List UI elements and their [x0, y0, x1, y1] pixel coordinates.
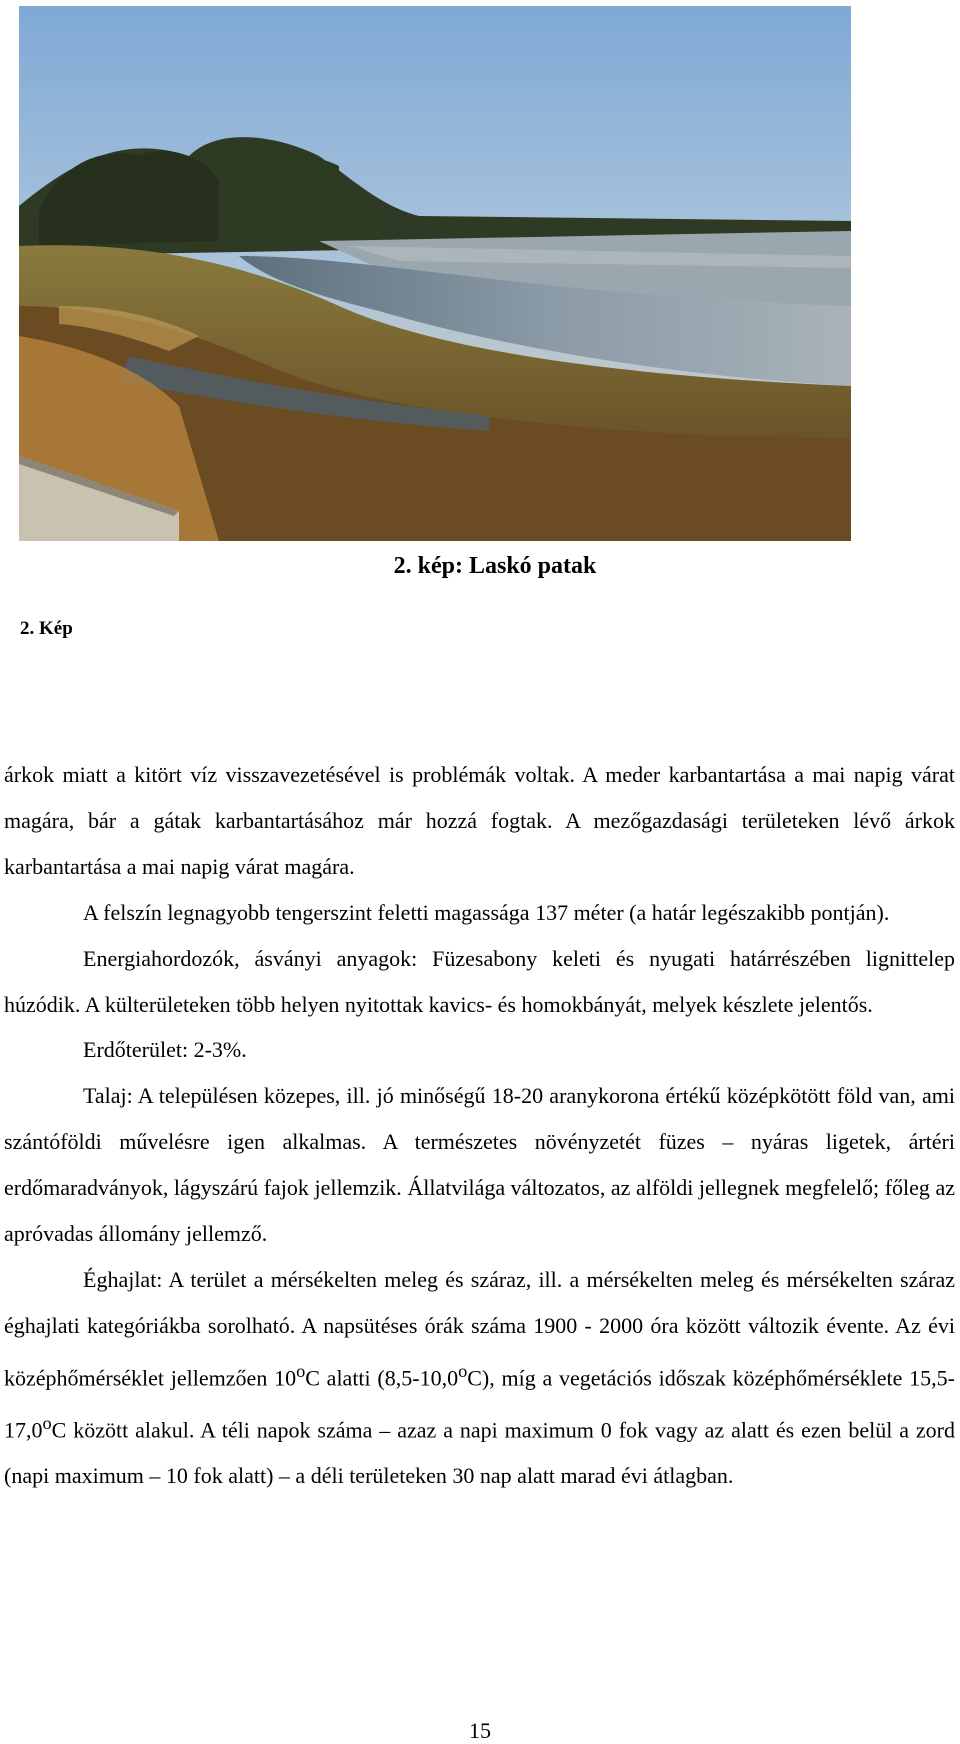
- paragraph: Talaj: A településen közepes, ill. jó minőségű 18-20 aranykorona értékű középkötött föld van, ami szántóföldi művelésre igen alkalmas. A természetes növényzetét füzes – nyáras ligetek, ártéri erdőmaradványok, lágyszárú fajok jellemzik. Állatvilága változatos, az alföldi jellegnek megfelelő; főleg az apróvadas állomány jellemző.: [4, 1083, 955, 1247]
- climate-text: C között alakul. A téli napok száma – azaz a napi maximum 0 fok vagy az alatt és ezen belül a zord (napi maximum – 10 fok alatt) – a déli területeken 30 nap alatt marad évi átlagban.: [4, 1417, 955, 1489]
- figure-label: 2. Kép: [20, 618, 73, 639]
- degree-sup: o: [458, 1360, 468, 1381]
- paragraph-climate: [4, 1257, 955, 1499]
- paragraph: A felszín legnagyobb tengerszint feletti magassága 137 méter (a határ legészakibb pontján).: [83, 899, 890, 925]
- landscape-photo: [19, 6, 851, 541]
- paragraph: Energiahordozók, ásványi anyagok: Füzesabony keleti és nyugati határrészében lignittelep húzódik. A külterületeken több helyen nyitottak kavics- és homokbányát, melyek készlete jelentős.: [4, 945, 955, 1017]
- figure-caption: 2. kép: Laskó patak: [393, 553, 597, 579]
- paragraph: Erdőterület: 2-3%.: [83, 1037, 247, 1063]
- climate-text: C alatti (8,5-10,0: [305, 1365, 459, 1391]
- climate-text: Éghajlat: A terület a mérsékelten meleg és száraz, ill. a mérsékelten meleg és mérsékelten száraz éghajlati kategóriákba sorolható. A napsütéses órák száma 1900 - 2000 óra között változik évente. Az évi középhőmérséklet jellemzően 10: [4, 1266, 955, 1391]
- degree-sup: o: [296, 1360, 306, 1381]
- paragraph: árkok miatt a kitört víz visszavezetésével is problémák voltak. A meder karbantartása a mai napig várat magára, bár a gátak karbantartásához már hozzá fogtak. A mezőgazdasági területeken lévő árkok karbantartása a mai napig várat magára.: [4, 762, 955, 879]
- degree-sup: o: [42, 1413, 52, 1434]
- page-number: 15: [469, 1718, 491, 1743]
- climate-text: C), míg a vegetációs időszak középhőmérséklete 15,5-17,0: [4, 1365, 955, 1443]
- body-text: [4, 752, 955, 1499]
